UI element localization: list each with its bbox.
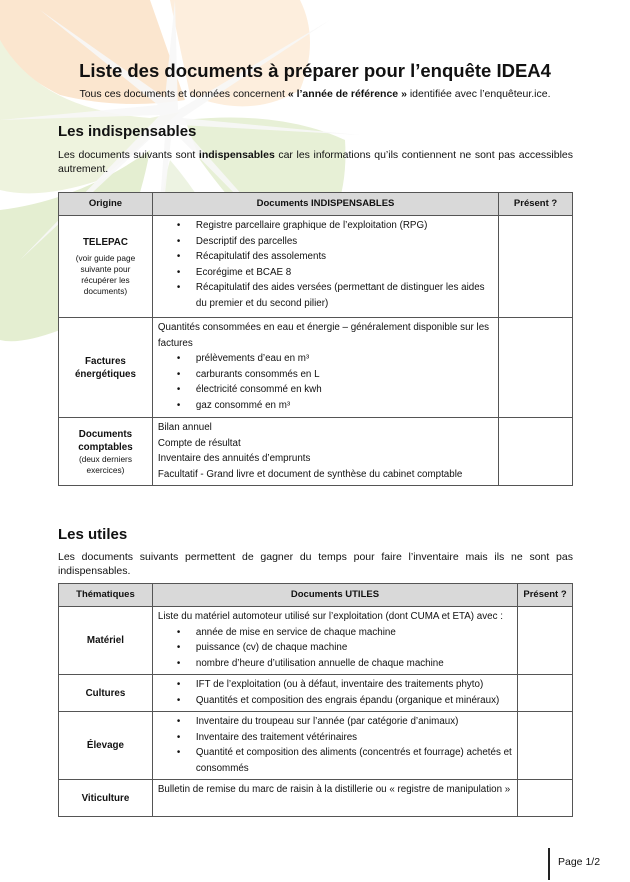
present-cell[interactable]: [499, 216, 573, 318]
column-header-documents: Documents INDISPENSABLES: [152, 193, 498, 216]
present-cell[interactable]: [518, 675, 573, 712]
row-origin: [59, 318, 153, 418]
list-item: Compte de résultat: [157, 437, 241, 449]
document-subtitle: Tous ces documents et données concernent « l’année de référence » identifiée avec l’enquêteur.ice.: [79, 88, 551, 100]
row-documents: [152, 712, 517, 780]
table-row: [59, 318, 573, 418]
list-item: Bulletin de remise du marc de raisin à la distillerie ou « registre de manipulation »: [157, 784, 511, 795]
page-number: Page 1/2: [558, 856, 601, 868]
section-intro-utiles: Les documents suivants permettent de gagner du temps pour faire l’inventaire mais ils ne sont pas indispensables.: [58, 551, 573, 577]
row-theme: Élevage: [59, 712, 153, 780]
document-list: [158, 714, 513, 776]
list-item: • carburants consommés en L: [196, 367, 494, 383]
table-row: [59, 216, 573, 318]
row-documents: [152, 675, 517, 712]
row-documents: [152, 607, 517, 675]
table-row: [59, 712, 573, 780]
list-item: • nombre d’heure d’utilisation annuelle de chaque machine: [196, 656, 513, 672]
table-indispensables: [58, 192, 573, 486]
list-item: • Récapitulatif des assolements: [196, 249, 494, 265]
section-heading-utiles: Les utiles: [58, 526, 128, 543]
column-header-origine: Origine: [59, 193, 153, 216]
origin-note: (voir guide page suivante pour récupérer les documents): [75, 253, 136, 296]
list-item: Inventaire des annuités d’emprunts: [157, 453, 311, 465]
table-header-row: [59, 193, 573, 216]
list-item: Facultatif - Grand livre et document de synthèse du cabinet comptable: [157, 468, 463, 480]
present-cell[interactable]: [499, 418, 573, 486]
row-theme: Viticulture: [59, 780, 153, 817]
row-documents: [152, 216, 498, 318]
list-item: • Inventaire des traitement vétérinaires: [196, 730, 513, 746]
document-list: [158, 677, 513, 708]
row-theme: Matériel: [59, 607, 153, 675]
row-intro: Liste du matériel automoteur utilisé sur l’exploitation (dont CUMA et ETA) avec :: [157, 611, 503, 622]
present-cell[interactable]: [518, 780, 573, 817]
row-origin: [59, 418, 153, 486]
list-item: • électricité consommé en kwh: [196, 382, 494, 398]
table-utiles: [58, 583, 573, 817]
document-list: [158, 351, 494, 413]
section-heading-indispensables: Les indispensables: [58, 123, 197, 140]
list-item: • puissance (cv) de chaque machine: [196, 640, 513, 656]
present-cell[interactable]: [499, 318, 573, 418]
present-cell[interactable]: [518, 607, 573, 675]
table-row: [59, 607, 573, 675]
list-item: • IFT de l’exploitation (ou à défaut, inventaire des traitements phyto): [196, 677, 513, 693]
column-header-thematiques: Thématiques: [59, 584, 153, 607]
document-list: [158, 218, 494, 312]
row-intro: Quantités consommées en eau et énergie – généralement disponible sur les factures: [157, 322, 490, 349]
row-documents: [152, 418, 498, 486]
origin-note: (deux derniers exercices): [78, 453, 132, 475]
row-theme: Cultures: [59, 675, 153, 712]
list-item: • Récapitulatif des aides versées (permettant de distinguer les aides du premier et du second pilier): [196, 280, 494, 311]
section-intro-indispensables: Les documents suivants sont indispensables car les informations qu’ils contiennent ne sont pas accessibles autrement.: [58, 149, 574, 175]
origin-label: TELEPAC: [82, 237, 128, 248]
column-header-documents: Documents UTILES: [152, 584, 517, 607]
origin-label: Factures énergétiques: [74, 355, 136, 380]
page-number-box: [548, 848, 610, 880]
list-item: • prélèvements d’eau en m³: [196, 351, 494, 367]
table-row: [59, 780, 573, 817]
list-item: • Quantité et composition des aliments (concentrés et fourrage) achetés et consommés: [196, 745, 513, 776]
list-item: Bilan annuel: [157, 422, 212, 433]
column-header-present: Présent ?: [518, 584, 573, 607]
list-item: • Ecorégime et BCAE 8: [196, 265, 494, 281]
row-origin: [59, 216, 153, 318]
document-title: Liste des documents à préparer pour l’enquête IDEA4: [79, 60, 551, 81]
document-list: [158, 625, 513, 672]
list-item: • année de mise en service de chaque machine: [196, 625, 513, 641]
row-documents: [152, 780, 517, 817]
origin-label: Documents comptables: [78, 428, 133, 453]
list-item: • Inventaire du troupeau sur l’année (par catégorie d’animaux): [196, 714, 513, 730]
list-item: • Registre parcellaire graphique de l’exploitation (RPG): [196, 218, 494, 234]
table-header-row: [59, 584, 573, 607]
list-item: • gaz consommé en m³: [196, 398, 494, 414]
list-item: • Descriptif des parcelles: [196, 234, 494, 250]
table-row: [59, 418, 573, 486]
row-documents: [152, 318, 498, 418]
column-header-present: Présent ?: [499, 193, 573, 216]
present-cell[interactable]: [518, 712, 573, 780]
list-item: • Quantités et composition des engrais épandu (organique et minéraux): [196, 693, 513, 709]
table-row: [59, 675, 573, 712]
